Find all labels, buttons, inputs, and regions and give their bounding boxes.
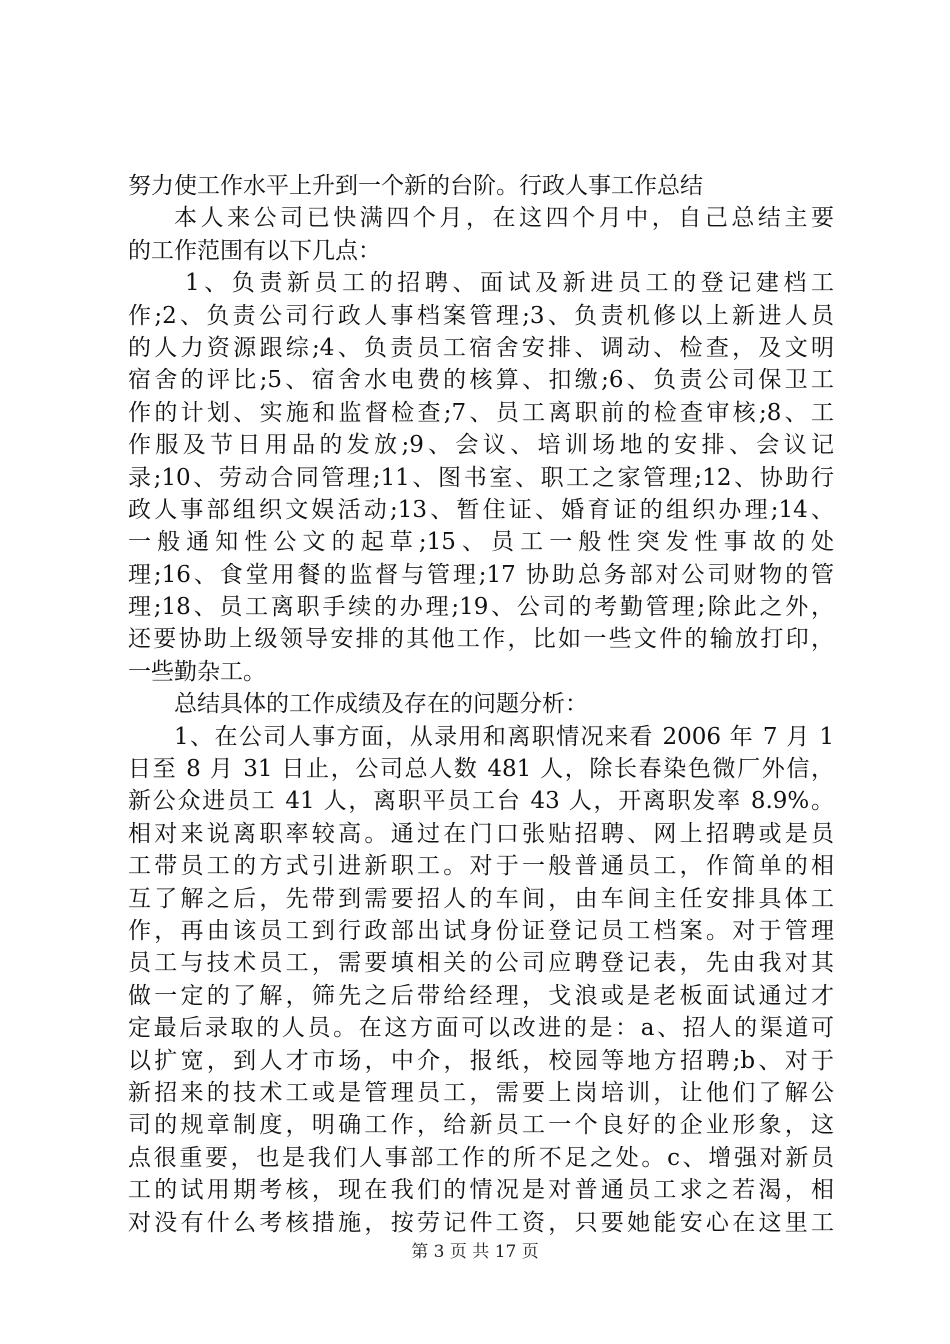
text-line: 相对来说离职率较高。通过在门口张贴招聘、网上招聘或是员	[128, 820, 834, 847]
text-line: 宿舍的评比;5、宿舍水电费的核算、扣缴;6、负责公司保卫工	[128, 367, 834, 394]
text-line: 日至 8 月 31 日止，公司总人数 481 人，除长春染色微厂外信，	[128, 756, 834, 783]
text-line: 作的计划、实施和监督检查;7、员工离职前的检查审核;8、工	[128, 399, 834, 426]
text-line: 理;16、食堂用餐的监督与管理;17 协助总务部对公司财物的管	[128, 561, 834, 588]
text-line: 的人力资源跟综;4、负责员工宿舍安排、调动、检查，及文明	[128, 334, 834, 361]
text-line: 工的试用期考核，现在我们的情况是对普通员工求之若渴，相	[128, 1177, 834, 1204]
text-line: 本人来公司已快满四个月，在这四个月中，自己总结主要	[174, 205, 834, 232]
text-line: 新公众进员工 41 人，离职平员工台 43 人，开离职发率 8.9%。	[128, 788, 834, 815]
text-line: 点很重要，也是我们人事部工作的所不足之处。c、增强对新员	[128, 1144, 834, 1171]
text-line: 司的规章制度，明确工作，给新员工一个良好的企业形象，这	[128, 1112, 834, 1139]
text-line: 新招来的技术工或是管理员工，需要上岗培训，让他们了解公	[128, 1079, 834, 1106]
text-line: 对没有什么考核措施，按劳记件工资，只要她能安心在这里工	[128, 1209, 834, 1236]
text-line: 一些勤杂工。	[128, 658, 266, 685]
text-line: 还要协助上级领导安排的其他工作，比如一些文件的输放打印，	[128, 626, 834, 653]
text-line: 员工与技术员工，需要填相关的公司应聘登记表，先由我对其	[128, 950, 834, 977]
text-line: 作，再由该员工到行政部出试身份证登记员工档案。对于管理	[128, 917, 834, 944]
text-line: 做一定的了解，筛先之后带给经理，戈浪或是老板面试通过才	[128, 982, 834, 1009]
text-line: 互了解之后，先带到需要招人的车间，由车间主任安排具体工	[128, 885, 834, 912]
text-line: 定最后录取的人员。在这方面可以改进的是：a、招人的渠道可	[128, 1015, 834, 1042]
text-line: 作;2、负责公司行政人事档案管理;3、负责机修以上新进人员	[128, 302, 834, 329]
text-line: 努力使工作水平上升到一个新的台阶。行政人事工作总结	[128, 173, 703, 199]
text-line: 理;18、员工离职手续的办理;19、公司的考勤管理;除此之外，	[128, 594, 834, 621]
text-line: 以扩宽，到人才市场，中介，报纸，校园等地方招聘;b、对于	[128, 1047, 834, 1074]
text-line: 录;10、劳动合同管理;11、图书室、职工之家管理;12、协助行	[128, 464, 834, 491]
text-line: 1、负责新员工的招聘、面试及新进员工的登记建档工	[185, 270, 834, 297]
text-line: 一般通知性公文的起草;15、员工一般性突发性事故的处	[128, 529, 834, 556]
text-line: 政人事部组织文娱活动;13、暂住证、婚育证的组织办理;14、	[128, 496, 834, 523]
text-line: 的工作范围有以下几点：	[128, 237, 381, 264]
text-line: 作服及节日用品的发放;9、会议、培训场地的安排、会议记	[128, 432, 834, 459]
document-body	[128, 170, 834, 1239]
text-line: 1、在公司人事方面，从录用和离职情况来看 2006 年 7 月 1	[174, 723, 834, 750]
text-line: 总结具体的工作成绩及存在的问题分析：	[174, 691, 588, 718]
text-line: 工带员工的方式引进新职工。对于一般普通员工，作简单的相	[128, 853, 834, 880]
page-footer: 第 3 页 共 17 页	[411, 1242, 539, 1262]
